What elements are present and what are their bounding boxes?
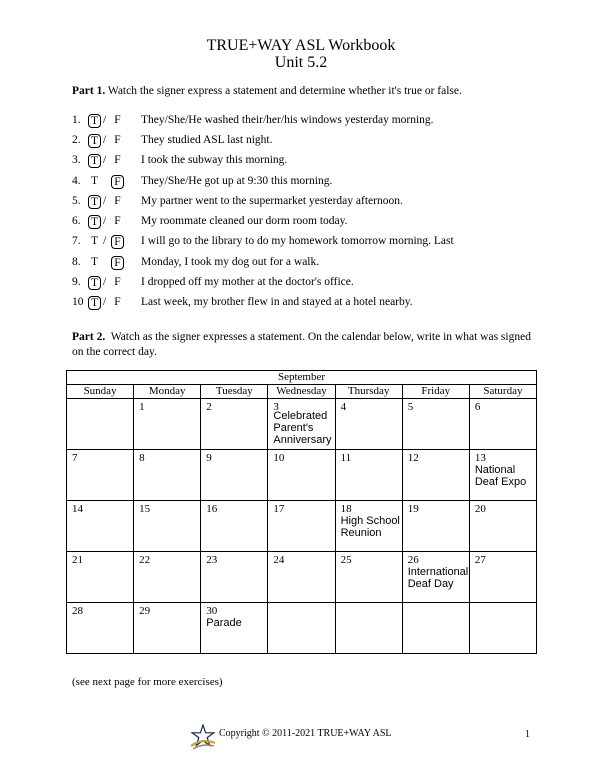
day-number: 25 (340, 554, 352, 566)
calendar-day-cell[interactable] (402, 552, 469, 603)
part2-heading (72, 330, 542, 360)
day-number: 29 (139, 605, 151, 617)
choice-separator: / (103, 154, 107, 166)
true-option[interactable]: T (88, 134, 101, 148)
false-option[interactable]: F (114, 114, 121, 126)
calendar-day-cell[interactable] (134, 603, 201, 654)
calendar-day-cell[interactable] (134, 450, 201, 501)
calendar-day-cell[interactable] (335, 450, 402, 501)
calendar-day-cell[interactable] (134, 399, 201, 450)
question-row (72, 254, 552, 272)
calendar-day-cell[interactable] (335, 501, 402, 552)
day-number: 28 (72, 605, 83, 617)
question-number: 6. (72, 215, 81, 227)
question-row (72, 112, 552, 130)
calendar-day-cell[interactable] (201, 450, 268, 501)
false-option[interactable]: F (111, 235, 124, 249)
day-event: Parade (206, 617, 242, 629)
question-number: 8. (72, 256, 81, 268)
page-number: 1 (525, 729, 530, 740)
weekday-header-row (67, 385, 537, 399)
statement-text: My partner went to the supermarket yesterday afternoon. (141, 195, 403, 207)
part1-instruction: Watch the signer express a statement and determine whether it's true or false. (107, 85, 462, 97)
question-row (72, 274, 552, 292)
calendar-day-cell[interactable] (469, 450, 536, 501)
weekday-sunday: Sunday (67, 385, 134, 399)
day-number (470, 603, 536, 605)
part1-heading (72, 85, 462, 97)
question-number: 4. (72, 175, 81, 187)
true-false-choice (85, 112, 125, 130)
question-number: 1. (72, 114, 81, 126)
question-row (72, 173, 552, 191)
calendar-day-cell[interactable] (268, 552, 335, 603)
copyright-text: Copyright © 2011-2021 TRUE+WAY ASL (219, 728, 392, 739)
true-false-choice (85, 294, 125, 312)
next-page-note: (see next page for more exercises) (72, 676, 223, 688)
question-number: 9. (72, 276, 81, 288)
day-event: Celebrated Parent's Anniversary (273, 410, 332, 446)
choice-separator: / (103, 276, 107, 288)
question-number: 5. (72, 195, 81, 207)
day-number: 15 (139, 503, 151, 515)
true-false-choice (85, 254, 125, 272)
question-number: 10 (72, 296, 84, 308)
true-option[interactable]: T (88, 114, 101, 128)
question-row (72, 233, 552, 251)
calendar-week-row (67, 501, 537, 552)
weekday-monday: Monday (134, 385, 201, 399)
part2-label: Part 2. (72, 331, 106, 343)
day-number: 26 (407, 554, 419, 566)
calendar-day-cell[interactable] (67, 603, 134, 654)
day-number: 5 (407, 401, 414, 413)
day-event: High School Reunion (340, 515, 400, 539)
true-option[interactable]: T (88, 296, 101, 310)
day-number: 4 (340, 401, 347, 413)
false-option[interactable]: F (114, 195, 121, 207)
false-option[interactable]: F (114, 154, 121, 166)
true-option[interactable]: T (88, 276, 101, 290)
calendar-day-cell[interactable] (335, 399, 402, 450)
calendar-day-cell[interactable] (335, 552, 402, 603)
day-number: 10 (273, 452, 285, 464)
day-number: 9 (206, 452, 212, 464)
false-option[interactable]: F (114, 215, 121, 227)
calendar-day-cell[interactable] (67, 450, 134, 501)
calendar-day-cell[interactable] (67, 399, 134, 450)
weekday-tuesday: Tuesday (201, 385, 268, 399)
true-false-choice (85, 274, 125, 292)
statement-text: Last week, my brother flew in and stayed at a hotel nearby. (141, 296, 413, 308)
calendar-day-cell[interactable] (335, 603, 402, 654)
calendar-day-cell[interactable] (268, 501, 335, 552)
calendar-day-cell[interactable] (201, 501, 268, 552)
day-number (67, 399, 133, 401)
day-number: 17 (273, 503, 285, 515)
day-number: 21 (72, 554, 83, 566)
calendar-week-row (67, 399, 537, 450)
statement-text: I dropped off my mother at the doctor's office. (141, 276, 354, 288)
choice-separator: / (103, 134, 107, 146)
day-number: 7 (72, 452, 78, 464)
calendar-body (67, 399, 537, 654)
true-option[interactable]: T (90, 235, 99, 247)
choice-separator: / (103, 114, 107, 126)
day-number: 11 (340, 452, 352, 464)
statement-text: I will go to the library to do my homework tomorrow morning. Last (141, 235, 454, 247)
true-option[interactable]: T (88, 215, 101, 229)
calendar-day-cell[interactable] (402, 399, 469, 450)
question-row (72, 294, 552, 312)
calendar-day-cell[interactable] (469, 399, 536, 450)
calendar-day-cell[interactable] (67, 501, 134, 552)
question-row (72, 132, 552, 150)
true-false-choice (85, 132, 125, 150)
true-option[interactable]: T (88, 154, 101, 168)
calendar-month: September (67, 371, 537, 385)
false-option[interactable]: F (114, 296, 121, 308)
true-false-choice (85, 152, 125, 170)
day-number: 1 (139, 401, 145, 413)
question-row (72, 152, 552, 170)
day-event: International Deaf Day (407, 566, 469, 590)
day-number: 12 (407, 452, 419, 464)
calendar-day-cell[interactable] (268, 399, 335, 450)
choice-separator: / (103, 296, 107, 308)
day-number: 2 (206, 401, 212, 413)
unit-title: Unit 5.2 (274, 54, 328, 71)
false-option[interactable]: F (114, 134, 121, 146)
day-number: 16 (206, 503, 218, 515)
weekday-friday: Friday (402, 385, 469, 399)
statement-text: My roommate cleaned our dorm room today. (141, 215, 348, 227)
true-false-choice (85, 193, 125, 211)
day-number: 6 (474, 401, 481, 413)
day-number (403, 603, 469, 605)
true-option[interactable]: T (90, 256, 99, 268)
statement-text: They studied ASL last night. (141, 134, 273, 146)
choice-separator: / (103, 235, 107, 247)
false-option[interactable]: F (114, 276, 121, 288)
calendar-day-cell[interactable] (268, 450, 335, 501)
calendar-day-cell[interactable] (201, 603, 268, 654)
day-number: 14 (72, 503, 83, 515)
true-option[interactable]: T (90, 175, 99, 187)
day-number: 22 (139, 554, 151, 566)
choice-separator: / (103, 195, 107, 207)
day-number: 30 (206, 605, 218, 617)
true-false-choice (85, 173, 125, 191)
calendar-day-cell[interactable] (134, 552, 201, 603)
calendar-week-row (67, 450, 537, 501)
choice-separator: / (103, 215, 107, 227)
day-number (268, 603, 334, 605)
calendar-day-cell[interactable] (67, 552, 134, 603)
day-number: 19 (407, 503, 419, 515)
calendar-day-cell[interactable] (268, 603, 335, 654)
false-option[interactable]: F (111, 256, 124, 270)
statement-text: Monday, I took my dog out for a walk. (141, 256, 320, 268)
question-number: 3. (72, 154, 81, 166)
weekday-saturday: Saturday (469, 385, 536, 399)
calendar-day-cell[interactable] (201, 399, 268, 450)
question-number: 7. (72, 235, 81, 247)
calendar-day-cell[interactable] (402, 450, 469, 501)
calendar-day-cell[interactable] (469, 552, 536, 603)
true-option[interactable]: T (88, 195, 101, 209)
calendar-day-cell[interactable] (134, 501, 201, 552)
day-number: 23 (206, 554, 218, 566)
calendar-week-row (67, 603, 537, 654)
weekday-wednesday: Wednesday (268, 385, 335, 399)
calendar-day-cell[interactable] (402, 603, 469, 654)
statement-text: They/She/He got up at 9:30 this morning. (141, 175, 333, 187)
true-false-choice (85, 213, 125, 231)
day-number: 3 (273, 401, 279, 413)
day-number (336, 603, 402, 605)
star-swoosh-icon (190, 724, 216, 750)
statement-text: They/She/He washed their/her/his windows yesterday morning. (141, 114, 434, 126)
part2-instruction: Watch as the signer expresses a statement. On the calendar below, write in what was signed on the correct day. (72, 331, 531, 358)
question-row (72, 193, 552, 211)
statement-text: I took the subway this morning. (141, 154, 288, 166)
day-number: 8 (139, 452, 145, 464)
page-title (0, 37, 602, 71)
day-event: National Deaf Expo (474, 464, 527, 488)
weekday-thursday: Thursday (335, 385, 402, 399)
day-number: 27 (474, 554, 486, 566)
day-number: 18 (340, 503, 352, 515)
calendar-day-cell[interactable] (201, 552, 268, 603)
calendar-day-cell[interactable] (469, 501, 536, 552)
question-number: 2. (72, 134, 81, 146)
part1-label: Part 1. (72, 85, 106, 97)
false-option[interactable]: F (111, 175, 124, 189)
calendar-day-cell[interactable] (402, 501, 469, 552)
day-number: 13 (474, 452, 486, 464)
true-false-choice (85, 233, 125, 251)
calendar-day-cell[interactable] (469, 603, 536, 654)
calendar-table (66, 370, 537, 654)
day-number: 20 (474, 503, 486, 515)
calendar-week-row (67, 552, 537, 603)
day-number: 24 (273, 554, 285, 566)
question-row (72, 213, 552, 231)
workbook-title: TRUE+WAY ASL Workbook (206, 37, 396, 54)
